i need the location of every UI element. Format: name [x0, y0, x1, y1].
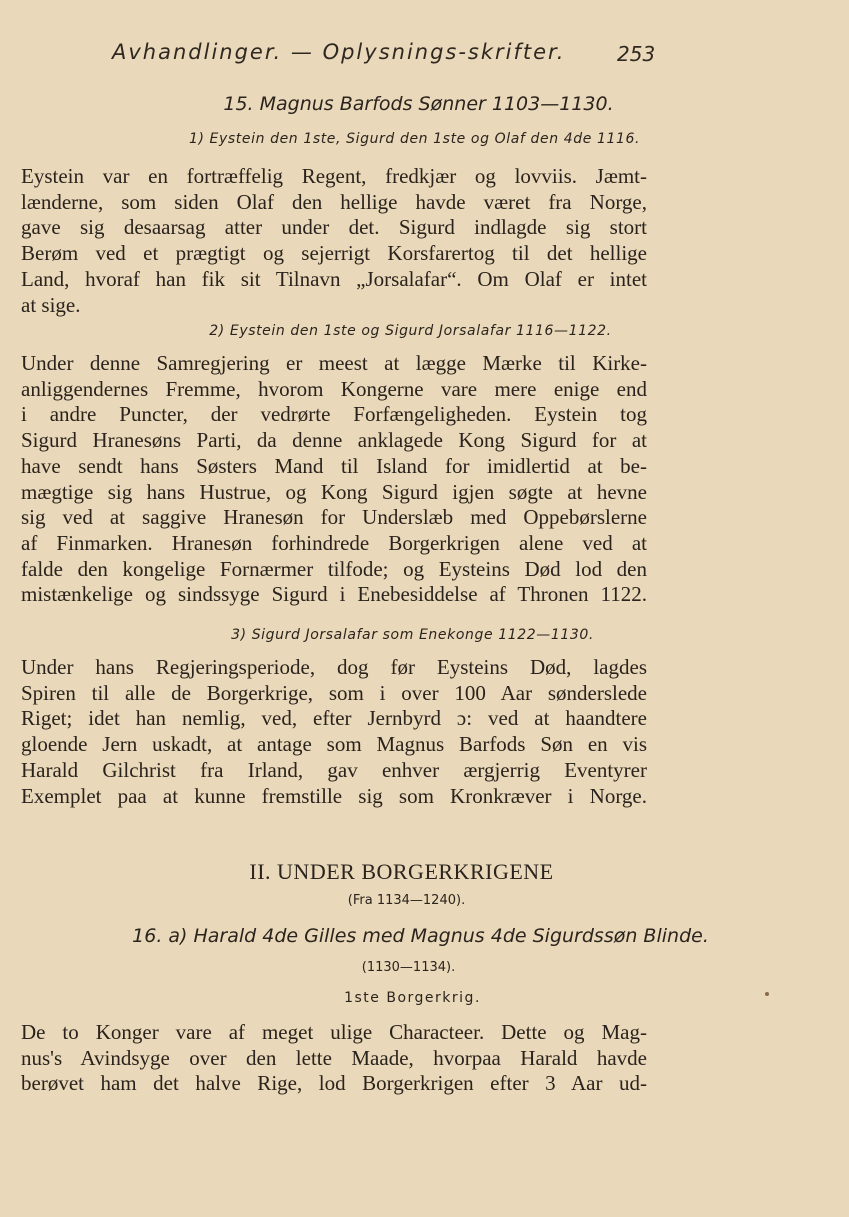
subsection-1-paragraph	[21, 164, 647, 318]
subsection-3-heading: 3) Sigurd Jorsalafar som Enekonge 1122—1130.	[231, 627, 594, 643]
text-line: Sigurd Hranesøns Parti, da denne anklagede Kong Sigurd for at	[21, 428, 647, 453]
text-line: Exemplet paa at kunne fremstille sig som Kronkræver i Norge.	[21, 783, 647, 808]
text-line: Riget; idet han nemlig, ved, efter Jernbyrd ɔ: ved at haandtere	[21, 706, 647, 731]
part-2-years: (Fra 1134—1240).	[347, 893, 466, 908]
section-16-years: (1130—1134).	[361, 960, 456, 975]
text-line: anliggendernes Fremme, hvorom Kongerne vare mere enige end	[21, 376, 647, 401]
text-line: af Finmarken. Hranesøn forhindrede Borgerkrigen alene ved at	[21, 530, 647, 555]
text-line: Harald Gilchrist fra Irland, gav enhver ærgjerrig Eventyrer	[21, 757, 647, 782]
text-line: mægtige sig hans Hustrue, og Kong Sigurd igjen søgte at hevne	[21, 479, 647, 504]
section-16-paragraph	[21, 1020, 647, 1097]
text-line: gloende Jern uskadt, at antage som Magnus Barfods Søn en vis	[21, 732, 647, 757]
text-line: have sendt hans Søsters Mand til Island for imidlertid at be-	[21, 453, 647, 478]
part-2-title: II. UNDER BORGERKRIGENE	[249, 859, 554, 884]
section-16-heading: 16. a) Harald 4de Gilles med Magnus 4de Sigurdssøn Blinde.	[132, 925, 709, 947]
text-line: i andre Puncter, der vedrørte Forfængeligheden. Eystein tog	[21, 402, 647, 427]
text-line: at sige.	[21, 292, 81, 317]
subsection-2-paragraph	[21, 351, 647, 608]
running-header	[0, 40, 849, 74]
text-line: Spiren til alle de Borgerkrige, som i over 100 Aar sønderslede	[21, 680, 647, 705]
subsection-3-paragraph	[21, 655, 647, 809]
text-line: lænderne, som siden Olaf den hellige havde været fra Norge,	[21, 189, 647, 214]
text-line: berøvet ham det halve Rige, lod Borgerkrigen efter 3 Aar ud-	[21, 1071, 647, 1096]
section-15-heading: 15. Magnus Barfods Sønner 1103—1130.	[223, 93, 614, 115]
text-line: Berøm ved et prægtigt og sejerrigt Korsfarertog til det hellige	[21, 241, 647, 266]
civil-war-label: 1ste Borgerkrig.	[344, 990, 481, 1006]
text-line: falde den kongelige Fornærmer tilfode; og Eysteins Død lod den	[21, 556, 647, 581]
running-title: Avhandlinger. — Oplysnings-skrifter.	[112, 40, 566, 64]
text-line: Under denne Samregjering er meest at lægge Mærke til Kirke-	[21, 351, 647, 375]
text-line: gave sig desaarsag atter under det. Sigurd indlagde sig stort	[21, 215, 647, 240]
text-line: mistænkelige og sindssyge Sigurd i Enebesiddelse af Thronen 1122.	[21, 582, 647, 607]
text-line: nus's Avindsyge over den lette Maade, hvorpaa Harald havde	[21, 1045, 647, 1070]
text-line: Under hans Regjeringsperiode, dog før Eysteins Død, lagdes	[21, 655, 647, 679]
paper-speck	[765, 992, 769, 996]
page-number: 253	[617, 42, 656, 66]
text-line: Eystein var en fortræffelig Regent, fredkjær og lovviis. Jæmt-	[21, 164, 647, 188]
text-line: sig ved at saggive Hranesøn for Underslæb med Oppebørslerne	[21, 505, 647, 530]
subsection-2-heading: 2) Eystein den 1ste og Sigurd Jorsalafar 1116—1122.	[209, 323, 612, 339]
text-line: Land, hvoraf han fik sit Tilnavn „Jorsalafar“. Om Olaf er intet	[21, 266, 647, 291]
text-line: De to Konger vare af meget ulige Characteer. Dette og Mag-	[21, 1020, 647, 1044]
subsection-1-heading: 1) Eystein den 1ste, Sigurd den 1ste og Olaf den 4de 1116.	[188, 131, 641, 147]
